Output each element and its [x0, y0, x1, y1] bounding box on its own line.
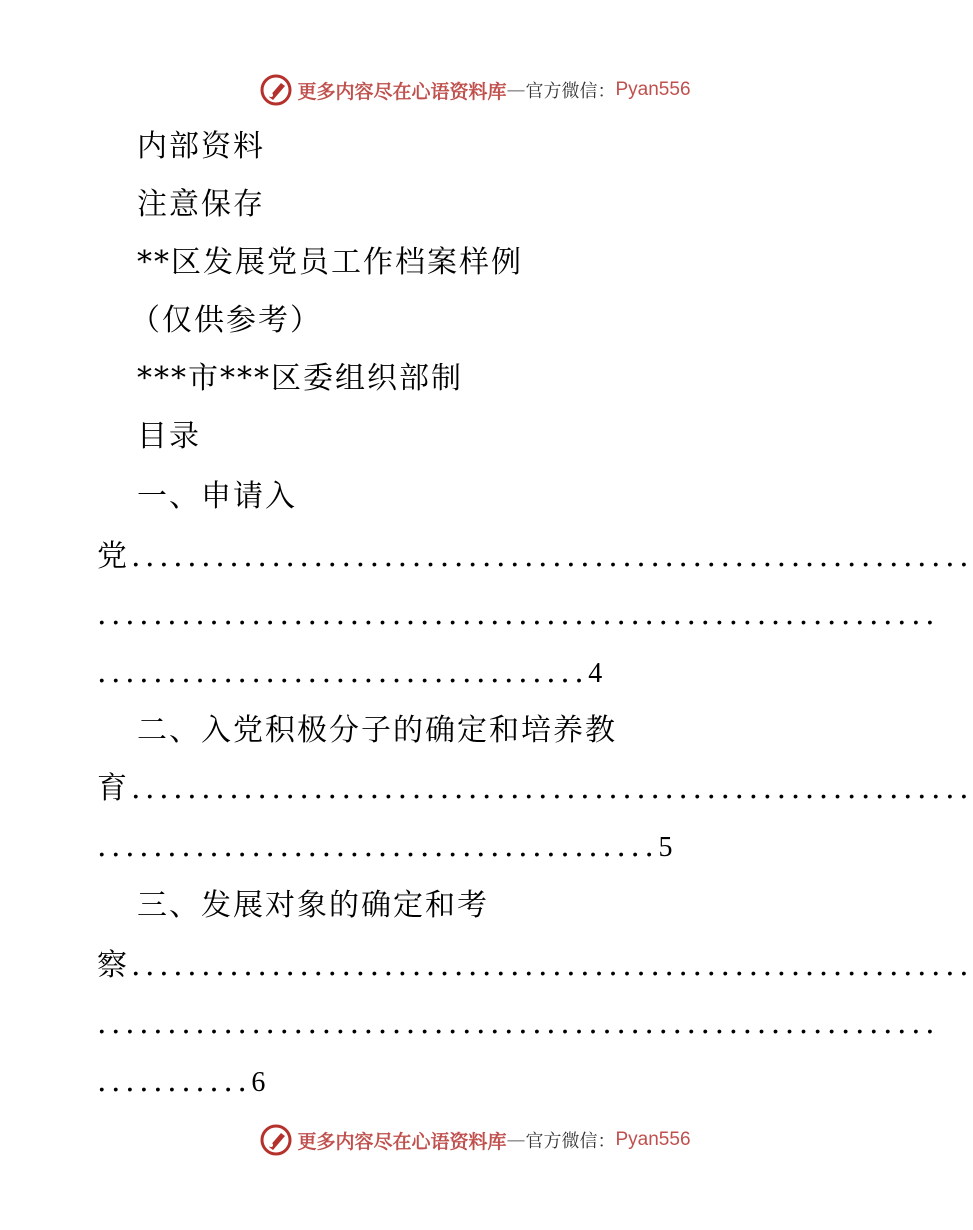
toc-entry-title: 一、申请入 — [137, 479, 297, 514]
toc-entry-title: 三、发展对象的确定和考 — [137, 888, 489, 923]
document-subtitle: （仅供参考） — [130, 303, 322, 338]
pen-logo-icon — [259, 1123, 293, 1157]
label-keep-safe: 注意保存 — [137, 187, 265, 222]
leader-dots: ........................................5 — [97, 829, 673, 864]
watermark-top — [0, 70, 950, 110]
document-title: **区发展党员工作档案样例 — [137, 245, 523, 280]
watermark-bottom — [0, 1120, 950, 1160]
toc-page-number: 6 — [251, 1067, 266, 1098]
leader-dots: ...........6 — [97, 1064, 266, 1099]
toc-page-number: 5 — [658, 832, 673, 863]
watermark-official: 官方微信： — [525, 81, 616, 102]
leader-dots: ............................................................ — [97, 597, 940, 632]
pen-logo-icon — [259, 73, 293, 107]
leader-dots: ............................................................ — [131, 948, 973, 983]
label-internal: 内部资料 — [137, 129, 265, 164]
toc-heading: 目录 — [137, 419, 201, 454]
watermark-text: 更多内容尽在心语资料库 — [297, 80, 507, 103]
toc-page-number: 4 — [588, 658, 603, 689]
leader-dots: ............................................................ — [97, 1006, 940, 1041]
watermark-dash: — — [506, 1129, 526, 1151]
watermark-id: Pyan556 — [615, 1129, 691, 1150]
toc-entry-title-wrap: 党 — [97, 539, 129, 574]
toc-entry-title-wrap: 育 — [97, 771, 129, 806]
leader-dots: ............................................................ — [131, 771, 973, 806]
leader-dots: ...................................4 — [97, 655, 603, 690]
watermark-text: 更多内容尽在心语资料库 — [297, 1130, 507, 1153]
watermark-dash: — — [506, 79, 526, 101]
watermark-official: 官方微信： — [525, 1131, 616, 1152]
leader-dots: ............................................................ — [131, 539, 973, 574]
toc-entry-title-wrap: 察 — [97, 948, 129, 983]
toc-entry-title: 二、入党积极分子的确定和培养教 — [137, 713, 617, 748]
watermark-id: Pyan556 — [615, 79, 691, 100]
issuer: ***市***区委组织部制 — [137, 361, 463, 396]
